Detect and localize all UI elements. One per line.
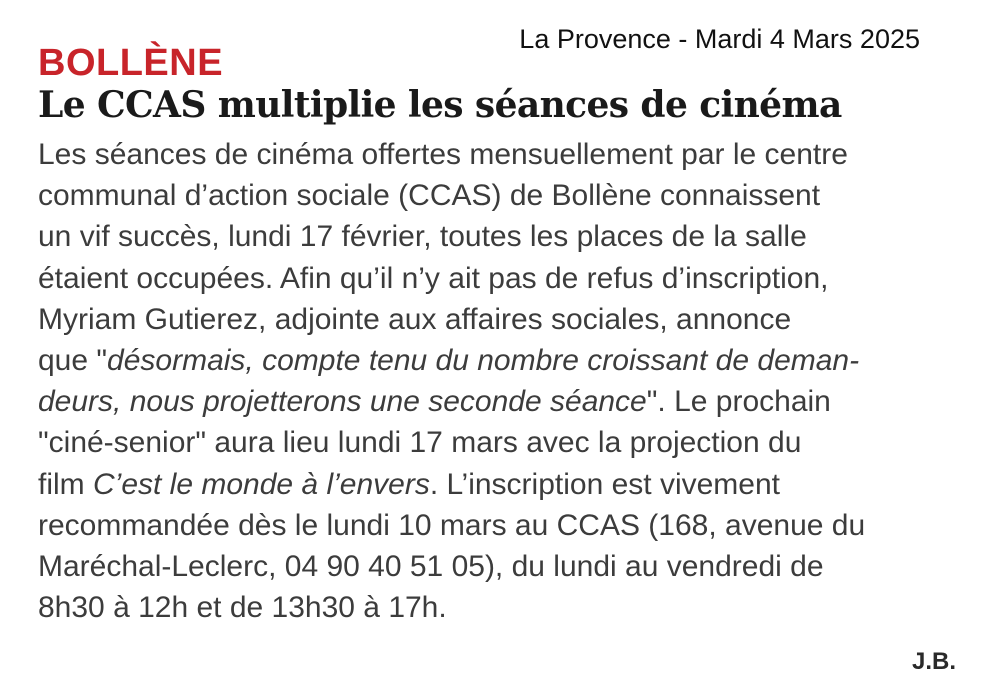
article-line [38, 464, 968, 505]
article-line: Les séances de cinéma offertes mensuellement par le centre [38, 138, 848, 171]
article-body [38, 134, 968, 628]
article-line: un vif succès, lundi 17 février, toutes les places de la salle [38, 220, 807, 254]
article-line: "ciné-senior" aura lieu lundi 17 mars avec la projection du [38, 426, 802, 460]
article-line: 8h30 à 12h et de 13h30 à 17h. [38, 591, 447, 625]
line-text: film [38, 467, 93, 501]
line-text: que " [38, 344, 108, 378]
article-headline: Le CCAS multiplie les séances de cinéma [38, 84, 842, 126]
line-text: . L’inscription est vivement [429, 467, 780, 501]
article-line: étaient occupées. Afin qu’il n’y ait pas de refus d’inscription, [38, 261, 829, 295]
location-kicker: BOLLÈNE [38, 42, 224, 84]
quote-text: deurs, nous projetterons une seconde séance [38, 385, 647, 419]
article-line: communal d’action sociale (CCAS) de Bollène connaissent [38, 179, 821, 213]
line-text: ". Le prochain [646, 385, 831, 419]
publication-source: La Provence - Mardi 4 Mars 2025 [519, 24, 920, 54]
film-title: C’est le monde à l’envers [93, 467, 430, 501]
article-line: Maréchal-Leclerc, 04 90 40 51 05), du lundi au vendredi de [38, 550, 824, 584]
article-line: recommandée dès le lundi 10 mars au CCAS (168, avenue du [38, 508, 866, 542]
article-line [38, 381, 968, 422]
article-line [38, 340, 968, 381]
article-line: Myriam Gutierez, adjointe aux affaires sociales, annonce [38, 302, 792, 336]
quote-text: désormais, compte tenu du nombre croissant de deman- [107, 344, 860, 378]
author-signature: J.B. [911, 648, 956, 675]
